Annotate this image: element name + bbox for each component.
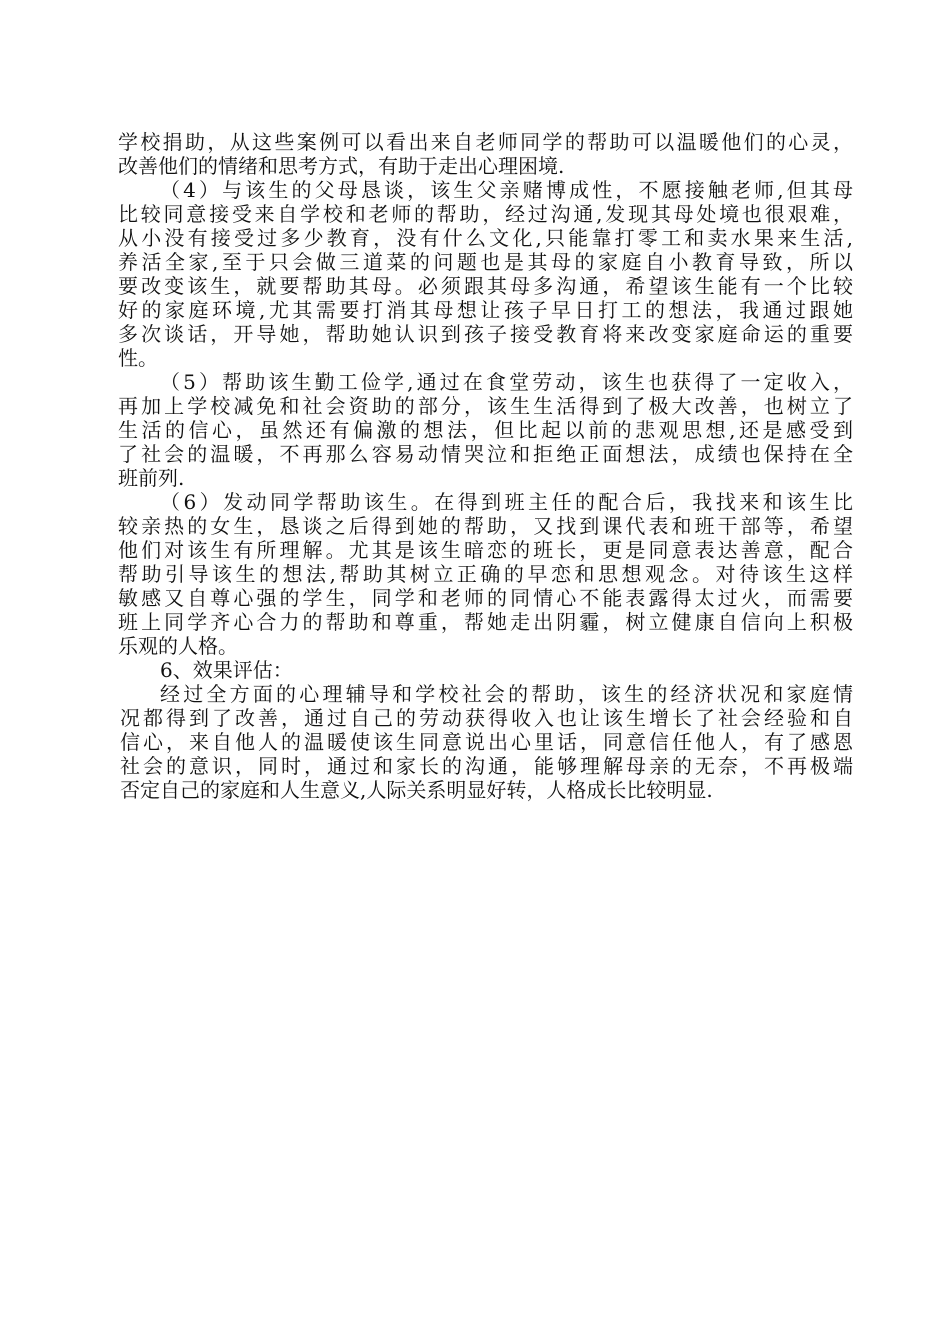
document-page (118, 130, 853, 802)
text-line: 经过全方面的心理辅导和学校社会的帮助，该生的经济状况和家庭情 (160, 682, 853, 706)
text-line: 了社会的温暖，不再那么容易动情哭泣和拒绝正面想法，成绩也保持在全 (118, 442, 853, 466)
text-line: 学校捐助，从这些案例可以看出来自老师同学的帮助可以温暖他们的心灵， (118, 130, 853, 154)
text-line: 社会的意识，同时，通过和家长的沟通，能够理解母亲的无奈，不再极端 (120, 754, 853, 778)
section-heading-evaluation (118, 658, 853, 682)
text-line: 生活的信心，虽然还有偏激的想法，但比起以前的悲观思想,还是感受到 (118, 418, 853, 442)
paragraph-evaluation (118, 682, 853, 802)
paragraph-work-study (118, 370, 853, 490)
text-line: 要改变该生，就要帮助其母。必须跟其母多沟通，希望该生能有一个比较 (118, 274, 853, 298)
text-line: 性。 (118, 346, 158, 370)
paragraph-donation-summary (118, 130, 853, 178)
text-line: 敏感又自尊心强的学生，同学和老师的同情心不能表露得太过火，而需要 (118, 586, 853, 610)
text-line: 从小没有接受过多少教育，没有什么文化,只能靠打零工和卖水果来生活, (118, 226, 853, 250)
text-line: 信心，来自他人的温暖使该生同意说出心里话，同意信任他人，有了感恩 (120, 730, 853, 754)
text-line: 他们对该生有所理解。尤其是该生暗恋的班长，更是同意表达善意，配合 (118, 538, 853, 562)
text-line: 6、效果评估： (160, 658, 293, 682)
text-line: 较亲热的女生，恳谈之后得到她的帮助，又找到课代表和班干部等，希望 (118, 514, 853, 538)
text-line: 好的家庭环境,尤其需要打消其母想让孩子早日打工的想法，我通过跟她 (118, 298, 853, 322)
text-line: 比较同意接受来自学校和老师的帮助，经过沟通,发现其母处境也很艰难， (118, 202, 853, 226)
paragraph-classmate-help (118, 490, 853, 658)
text-line: 帮助引导该生的想法,帮助其树立正确的早恋和思想观念。对待该生这样 (118, 562, 853, 586)
text-line: （4）与该生的父母恳谈，该生父亲赌博成性，不愿接触老师,但其母 (160, 178, 853, 202)
text-line: 况都得到了改善，通过自己的劳动获得收入也让该生增长了社会经验和自 (120, 706, 853, 730)
text-line: 养活全家,至于只会做三道菜的问题也是其母的家庭自小教育导致，所以 (118, 250, 853, 274)
paragraph-parent-talk (118, 178, 853, 370)
text-line: （6）发动同学帮助该生。在得到班主任的配合后，我找来和该生比 (160, 490, 853, 514)
text-line: 改善他们的情绪和思考方式，有助于走出心理困境. (118, 154, 565, 178)
text-line: 多次谈话，开导她，帮助她认识到孩子接受教育将来改变家庭命运的重要 (118, 322, 853, 346)
text-line: 否定自己的家庭和人生意义,人际关系明显好转，人格成长比较明显. (120, 778, 713, 802)
text-line: 班前列. (118, 466, 185, 490)
text-line: 乐观的人格。 (118, 634, 238, 658)
text-line: （5）帮助该生勤工俭学,通过在食堂劳动，该生也获得了一定收入， (160, 370, 853, 394)
text-line: 班上同学齐心合力的帮助和尊重，帮她走出阴霾，树立健康自信向上积极 (118, 610, 853, 634)
text-line: 再加上学校减免和社会资助的部分，该生生活得到了极大改善，也树立了 (118, 394, 853, 418)
